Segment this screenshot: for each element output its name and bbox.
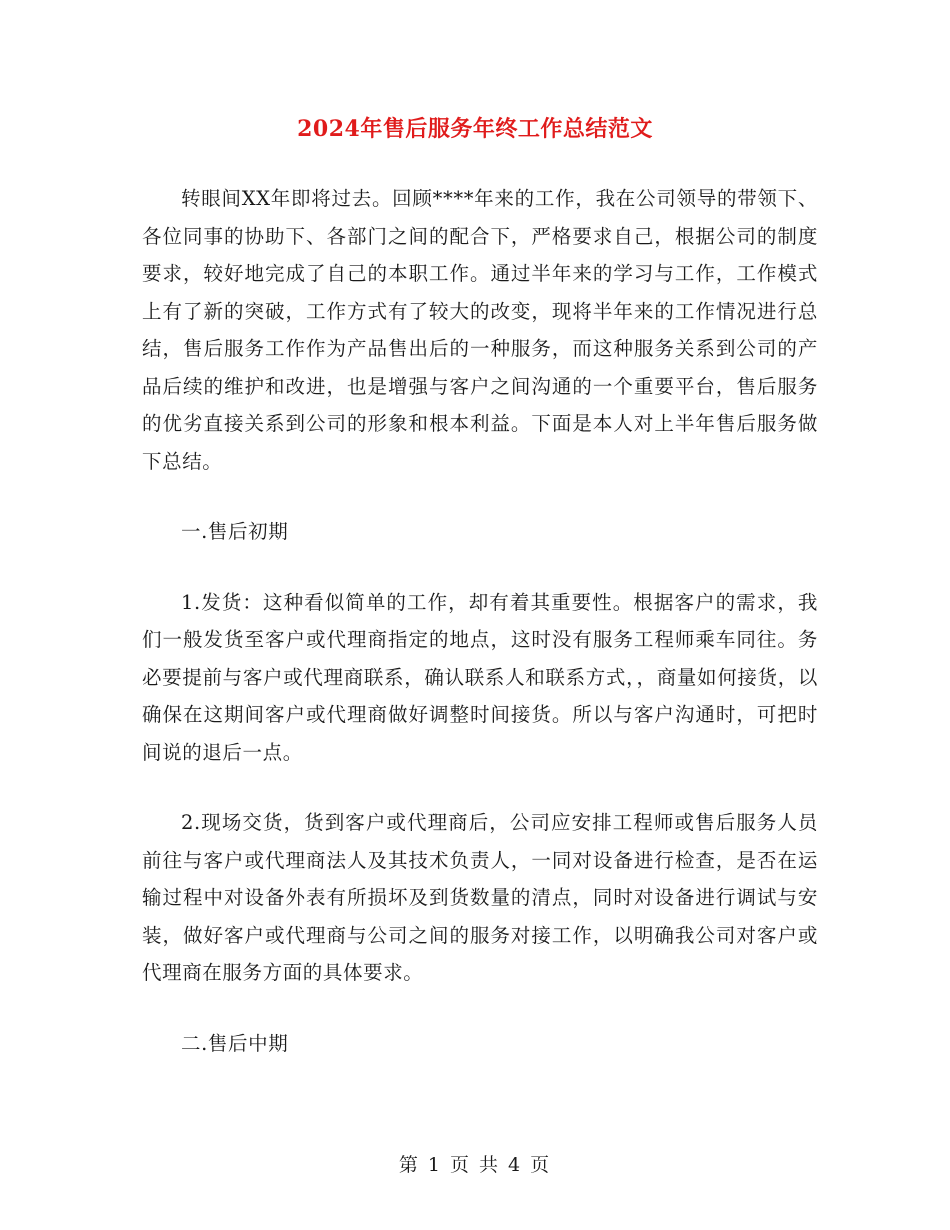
section-heading-middle: 二.售后中期 [181, 1031, 289, 1055]
paragraph-onsite-delivery: 2.现场交货，货到客户或代理商后，公司应安排工程师或售后服务人员前往与客户或代理商法人及其技术负责人，一同对设备进行检查，是否在运输过程中对设备外表有所损坏及到货数量的清点，同时对设备进行调试与安装，做好客户或代理商与公司之间的服务对接工作，以明确我公司对客户或代理商在服务方面的具体要求。 [142, 811, 818, 984]
paragraph-intro: 转眼间XX年即将过去。回顾****年来的工作，我在公司领导的带领下、各位同事的协助下、各部门之间的配合下，严格要求自己，根据公司的制度要求，较好地完成了自己的本职工作。通过半年来的学习与工作，工作模式上有了新的突破，工作方式有了较大的改变，现将半年来的工作情况进行总结，售后服务工作作为产品售出后的一种服务，而这种服务关系到公司的产品后续的维护和改进，也是增强与客户之间沟通的一个重要平台，售后服务的优劣直接关系到公司的形象和根本利益。下面是本人对上半年售后服务做下总结。 [142, 187, 818, 473]
paragraph-shipping: 1.发货：这种看似简单的工作，却有着其重要性。根据客户的需求，我们一般发货至客户或代理商指定的地点，这时没有服务工程师乘车同往。务必要提前与客户或代理商联系，确认联系人和联系方式，，商量如何接货，以确保在这期间客户或代理商做好调整时间接货。所以与客户沟通时，可把时间说的退后一点。 [142, 590, 818, 764]
document-title: 2024年售后服务年终工作总结范文 [297, 116, 653, 142]
page-number: 第 1 页 共 4 页 [398, 1154, 552, 1176]
section-heading-early: 一.售后初期 [181, 520, 289, 543]
page-footer [0, 1150, 950, 1177]
document-body [142, 180, 818, 1095]
